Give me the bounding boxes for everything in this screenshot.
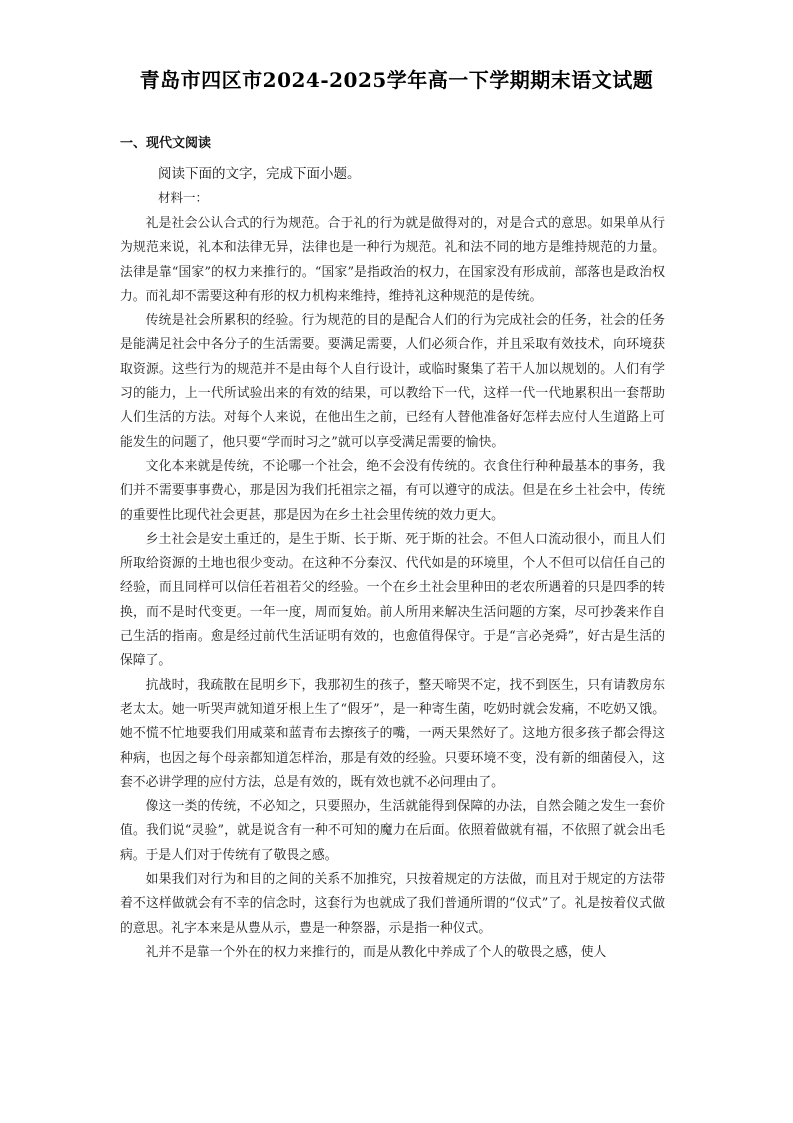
- passage-body: [120, 212, 665, 965]
- paragraph: 乡土社会是安土重迁的，是生于斯、长于斯、死于斯的社会。不但人口流动很小，而且人们所取给资源的土地也很少变动。在这种不分秦汉、代代如是的环境里，个人不但可以信任自己的经验，而且同样可以信任若祖若父的经验。一个在乡土社会里种田的老农所遇着的只是四季的转换，而不是时代变更。一年一度，周而复始。前人所用来解决生活问题的方案，尽可抄袭来作自己生活的指南。愈是经过前代生活证明有效的，也愈值得保守。于是“言必尧舜”，好古是生活的保障了。: [120, 531, 665, 669]
- material-label: 材料一：: [158, 190, 209, 205]
- paragraph: 像这一类的传统，不必知之，只要照办，生活就能得到保障的办法，自然会随之发生一套价值。我们说“灵验”，就是说含有一种不可知的魔力在后面。依照着做就有福，不依照了就会出毛病。于是人们对于传统有了敬畏之感。: [120, 799, 665, 863]
- paragraph: 礼是社会公认合式的行为规范。合于礼的行为就是做得对的，对是合式的意思。如果单从行为规范来说，礼本和法律无异，法律也是一种行为规范。礼和法不同的地方是维持规范的力量。法律是靠“国家”的权力来推行的。“国家”是指政治的权力，在国家没有形成前，部落也是政治权力。而礼却不需要这种有形的权力机构来维持，维持礼这种规范的是传统。: [120, 216, 665, 304]
- paragraph: 如果我们对行为和目的之间的关系不加推究，只按着规定的方法做，而且对于规定的方法带着不这样做就会有不幸的信念时，这套行为也就成了我们普通所谓的“仪式”了。礼是按着仪式做的意思。礼字本来是从豊从示，豊是一种祭器，示是指一种仪式。: [120, 872, 665, 936]
- reading-instruction: 阅读下面的文字，完成下面小题。: [158, 166, 361, 182]
- section-heading: 一、现代文阅读: [120, 136, 212, 151]
- paragraph: 礼并不是靠一个外在的权力来推行的，而是从教化中养成了个人的敬畏之感，使人: [145, 944, 607, 960]
- paragraph: 抗战时，我疏散在昆明乡下，我那初生的孩子，整天啼哭不定，找不到医生，只有请教房东老太太。她一听哭声就知道牙根上生了“假牙”，是一种寄生菌，吃奶时就会发痛，不吃奶又饿。她不慌不忙地要我们用咸菜和蓝青布去擦孩子的嘴，一两天果然好了。这地方很多孩子都会得这种病，也因之每个母亲都知道怎样治，那是有效的经验。只要环境不变，没有新的细菌侵入，这套不必讲学理的应付方法，总是有效的，既有效也就不必问理由了。: [120, 677, 665, 790]
- exam-title: 青岛市四区市2024-2025学年高一下学期期末语文试题: [139, 68, 654, 92]
- paragraph: 传统是社会所累积的经验。行为规范的目的是配合人们的行为完成社会的任务，社会的任务是能满足社会中各分子的生活需要。要满足需要，人们必须合作，并且采取有效技术，向环境获取资源。这些行为的规范并不是由每个人自行设计，或临时聚集了若干人加以规划的。人们有学习的能力，上一代所试验出来的有效的结果，可以教给下一代，这样一代一代地累积出一套帮助人们生活的方法。对每个人来说，在他出生之前，已经有人替他准备好怎样去应付人生道路上可能发生的问题了，他只要“学而时习之”就可以享受满足需要的愉快。: [120, 313, 665, 450]
- paragraph: 文化本来就是传统，不论哪一个社会，绝不会没有传统的。衣食住行种种最基本的事务，我们并不需要事事费心，那是因为我们托祖宗之福，有可以遵守的成法。但是在乡土社会中，传统的重要性比现代社会更甚，那是因为在乡土社会里传统的效力更大。: [120, 458, 665, 523]
